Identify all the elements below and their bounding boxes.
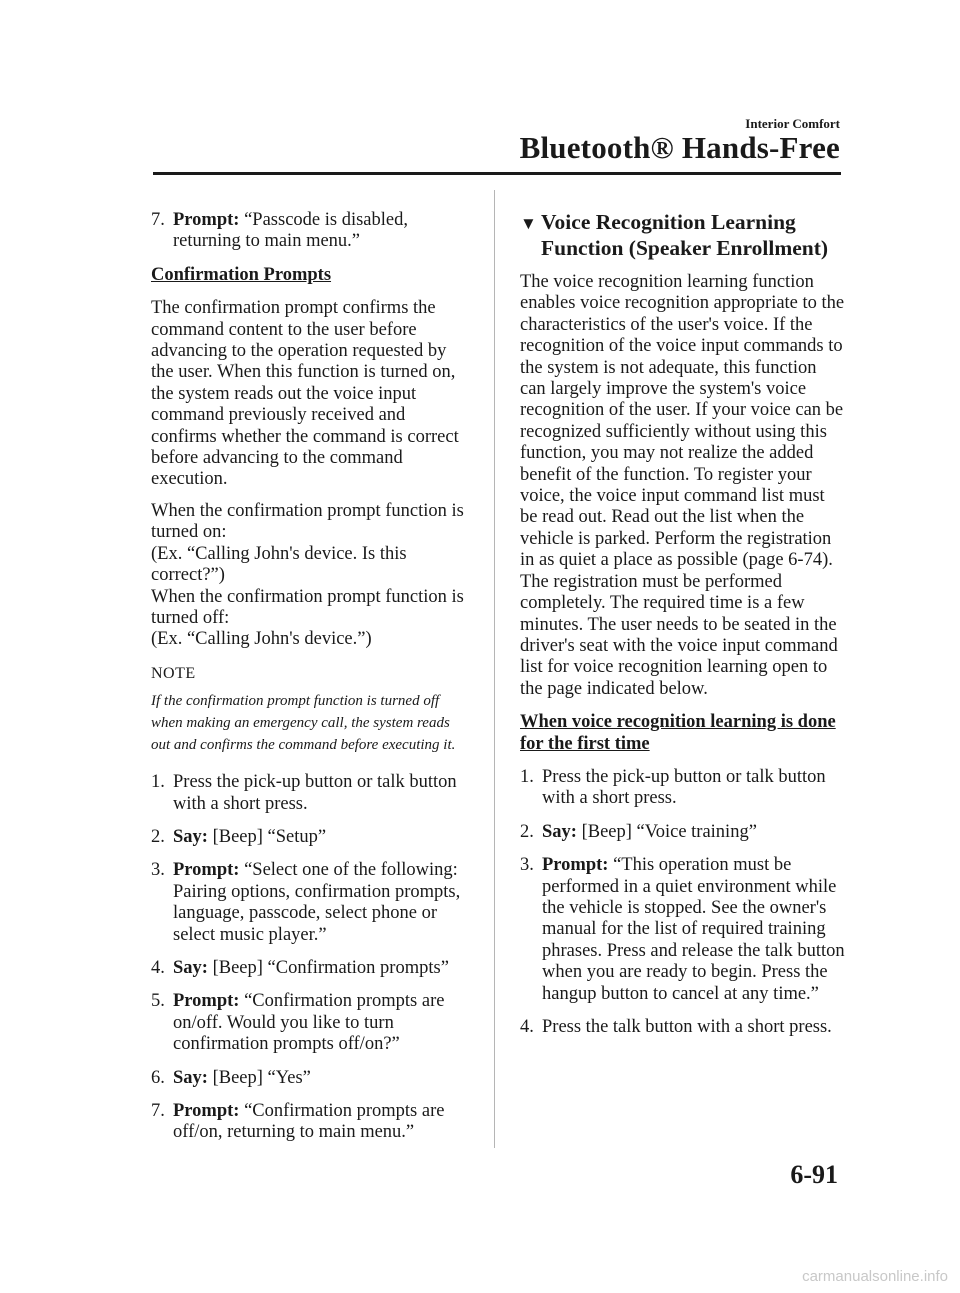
header-rule	[153, 172, 841, 175]
column-divider	[494, 190, 495, 1148]
step-label: Prompt:	[542, 855, 609, 876]
triangle-marker-icon: ▼	[520, 214, 537, 233]
section-heading-text: Voice Recognition Learning Function (Speaker Enrollment)	[541, 210, 829, 260]
step-number: 1.	[520, 766, 534, 787]
step-item	[520, 767, 845, 810]
step-number: 2.	[520, 821, 534, 842]
step-text: “Passcode is disabled, returning to main menu.”	[173, 210, 408, 252]
step-text: Press the pick-up button or talk button with a short press.	[542, 766, 826, 809]
section-heading	[520, 210, 845, 260]
step-item	[151, 1101, 471, 1144]
step-label: Say:	[173, 1067, 208, 1088]
page-number: 6-91	[790, 1160, 838, 1189]
step-text: [Beep] “Yes”	[207, 1067, 311, 1088]
step-number: 2.	[151, 826, 165, 847]
subheading-first-time: When voice recognition learning is done for the first time	[520, 712, 836, 754]
example-line: (Ex. “Calling John's device.”)	[151, 629, 372, 650]
step-text: “Confirmation prompts are off/on, returning to main menu.”	[173, 1101, 445, 1143]
header-title: Bluetooth® Hands-Free	[519, 130, 840, 165]
subheading-confirmation-prompts: Confirmation Prompts	[151, 264, 332, 285]
step-item	[151, 210, 471, 253]
example-line: (Ex. “Calling John's device. Is this correct?”)	[151, 543, 407, 586]
step-number: 6.	[151, 1067, 165, 1088]
step-label: Say:	[173, 957, 208, 978]
step-item	[151, 827, 471, 848]
step-number: 1.	[151, 772, 165, 793]
step-item	[151, 1068, 471, 1089]
step-number: 7.	[151, 1101, 165, 1121]
step-text: [Beep] “Voice training”	[576, 821, 757, 842]
step-number: 4.	[151, 957, 165, 978]
step-text: Press the talk button with a short press.	[542, 1017, 832, 1037]
paragraph: The voice recognition learning function enables voice recognition appropriate to the characteristics of the user's voice. If the recognition of the voice input commands to the system is not adequate, this function can largely improve the system's voice recognition of the user. If your voice can be recognized sufficiently without using this function, you may not realize the added benefit of the function. To register your voice, the voice input command list must be read out. Read out the list when the vehicle is parked. Perform the registration in as quiet a place as possible (page 6-74). The registration must be performed completely. The required time is a few minutes. The user needs to be seated in the driver's seat with the voice input command list for voice recognition learning open to the page indicated below.	[520, 272, 845, 699]
watermark: carmanualsonline.info	[802, 1268, 948, 1285]
step-label: Prompt:	[173, 1101, 240, 1121]
step-number: 3.	[520, 855, 534, 876]
step-item	[151, 958, 471, 979]
step-text: [Beep] “Confirmation prompts”	[207, 957, 449, 978]
step-number: 4.	[520, 1017, 534, 1037]
step-label: Prompt:	[173, 210, 240, 230]
example-line: When the confirmation prompt function is turned on:	[151, 500, 464, 543]
step-label: Say:	[173, 826, 208, 847]
step-item	[520, 855, 845, 1005]
step-item	[151, 772, 471, 815]
note-label: NOTE	[151, 664, 196, 682]
step-number: 3.	[151, 860, 165, 881]
step-label: Prompt:	[173, 991, 240, 1012]
step-label: Prompt:	[173, 860, 240, 881]
example-block	[151, 501, 471, 651]
paragraph: The confirmation prompt confirms the command content to the user before advancing to the operation requested by the user. When this function is turned on, the system reads out the voice input command previously received and confirms whether the command is correct before advancing to the command execution.	[151, 298, 459, 490]
step-item	[520, 822, 845, 843]
left-column	[151, 210, 471, 1156]
step-number: 7.	[151, 210, 165, 230]
example-line: When the confirmation prompt function is turned off:	[151, 586, 464, 628]
step-label: Say:	[542, 821, 577, 842]
header-section-label: Interior Comfort	[745, 116, 840, 131]
step-text: Press the pick-up button or talk button with a short press.	[173, 772, 457, 814]
step-text: “Confirmation prompts are on/off. Would you like to turn confirmation prompts off/on?”	[173, 991, 445, 1055]
step-item	[151, 860, 471, 946]
step-item	[151, 991, 471, 1055]
right-column	[520, 210, 845, 1050]
step-number: 5.	[151, 991, 165, 1012]
step-text: [Beep] “Setup”	[207, 826, 327, 847]
step-item	[520, 1017, 845, 1038]
step-text: “This operation must be performed in a quiet environment while the vehicle is stopped. See the owner's manual for the list of required training phrases. Press and release the talk button when you are ready to begin. Press the hangup button to cancel at any time.”	[542, 855, 845, 1004]
step-text: “Select one of the following: Pairing options, confirmation prompts, language, passcode, select phone or select music player.”	[173, 860, 461, 945]
note-text: If the confirmation prompt function is turned off when making an emergency call, the system reads out and confirms the command before executing it.	[151, 693, 456, 754]
